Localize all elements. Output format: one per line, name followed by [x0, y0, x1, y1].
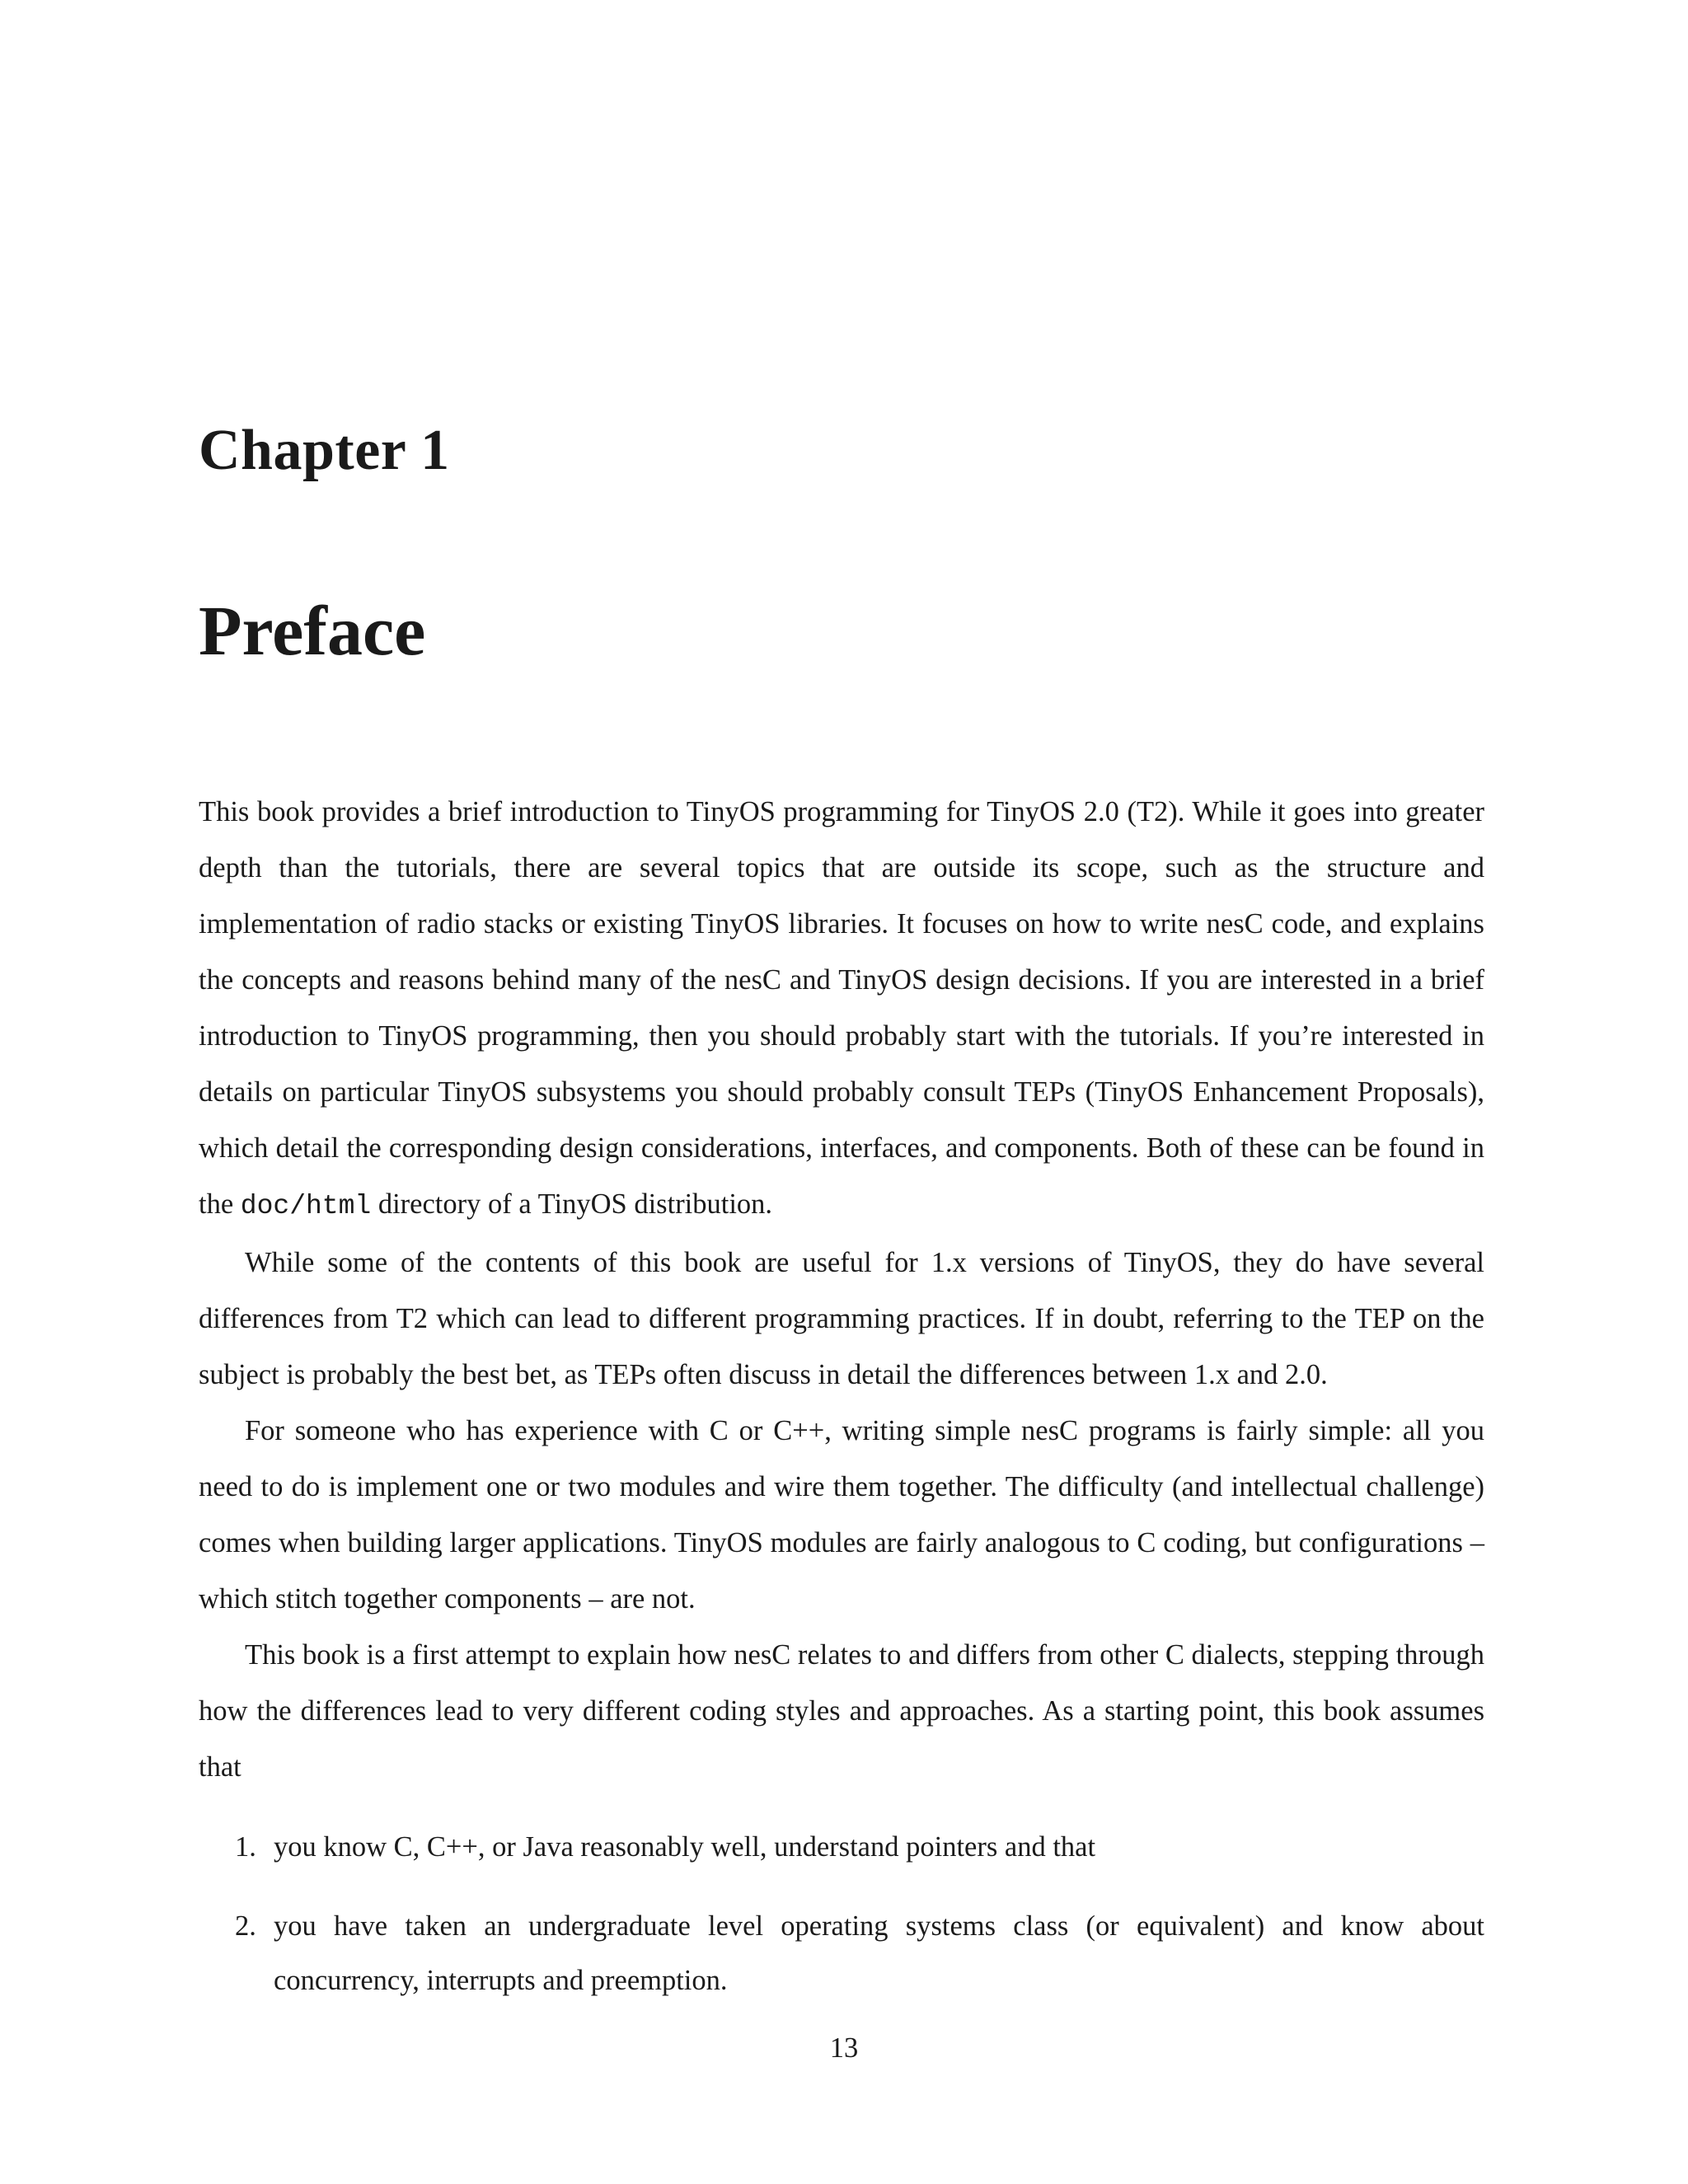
list-item [199, 1820, 1484, 1874]
paragraph-experience: For someone who has experience with C or C++, writing simple nesC programs is fairly simple: all you need to do is implement one or two modules and wire them together. The difficulty (and intellectual challenge) comes when building larger applications. TinyOS modules are fairly analogous to C coding, but configurations – which stitch together components – are not. [199, 1415, 1484, 1615]
code-path: doc/html [240, 1191, 372, 1221]
list-item-number: 2. [235, 1910, 256, 1942]
list-item-text: you have taken an undergraduate level operating systems class (or equivalent) and know about concurrency, interrupts and preemption. [274, 1910, 1484, 1996]
list-item-text: you know C, C++, or Java reasonably well, understand pointers and that [274, 1831, 1096, 1863]
assumptions-list [199, 1820, 1484, 2008]
paragraph-intro [199, 784, 1484, 1235]
chapter-label: Chapter 1 [199, 419, 450, 482]
body-text [199, 784, 1484, 2032]
chapter-title: Preface [199, 591, 426, 670]
paragraph-intro-text-start: This book provides a brief introduction to TinyOS programming for TinyOS 2.0 (T2). While it goes into greater depth than the tutorials, there are several topics that are outside its scope, such as the structure and implementation of radio stacks or existing TinyOS libraries. It focuses on how to write nesC code, and explains the concepts and reasons behind many of the nesC and TinyOS design decisions. If you are interested in a brief introduction to TinyOS programming, then you should probably start with the tutorials. If you’re interested in details on particular TinyOS subsystems you should probably consult TEPs (TinyOS Enhancement Proposals), which detail the corresponding design considerations, interfaces, and components. Both of these can be found in the [199, 796, 1484, 1220]
list-item [199, 1899, 1484, 2008]
page-number: 13 [829, 2032, 859, 2064]
list-item-number: 1. [235, 1831, 256, 1863]
paragraph-purpose: This book is a first attempt to explain how nesC relates to and differs from other C dialects, stepping through how the differences lead to very different coding styles and approaches. As a starting point, this book assumes that [199, 1639, 1484, 1783]
paragraph-versions: While some of the contents of this book are useful for 1.x versions of TinyOS, they do have several differences from T2 which can lead to different programming practices. If in doubt, referring to the TEP on the subject is probably the best bet, as TEPs often discuss in detail the differences between 1.x and 2.0. [199, 1247, 1484, 1390]
paragraph-intro-text-end: directory of a TinyOS distribution. [371, 1188, 773, 1220]
